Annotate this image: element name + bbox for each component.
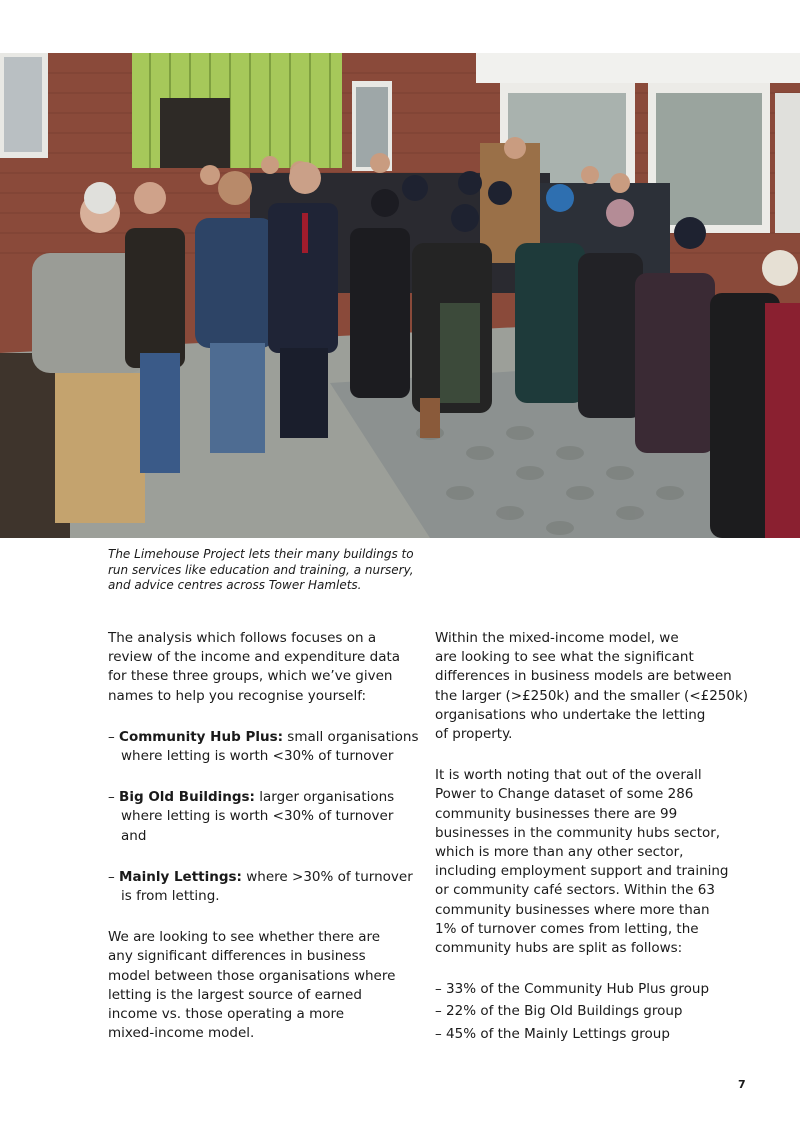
left-column bbox=[108, 629, 423, 1043]
group-mainly-lettings bbox=[108, 868, 423, 906]
text-line: community businesses where more than bbox=[435, 901, 710, 918]
text-line: any significant differences in business bbox=[108, 948, 366, 965]
group-community-hub-plus bbox=[108, 728, 423, 766]
caption-line: The Limehouse Project lets their many buildings to bbox=[108, 547, 414, 561]
group-description: larger organisations bbox=[254, 789, 395, 806]
caption-line: run services like education and training, a nursery, bbox=[108, 562, 414, 577]
text-line: community hubs are split as follows: bbox=[435, 940, 683, 957]
text-line: community businesses there are 99 bbox=[435, 805, 678, 822]
list-item: – 45% of the Mainly Lettings group bbox=[435, 1025, 670, 1042]
group-description: is from letting. bbox=[121, 888, 220, 905]
text-line: 1% of turnover comes from letting, the bbox=[435, 920, 699, 937]
closing-paragraph bbox=[108, 928, 423, 1043]
group-description: where >30% of turnover bbox=[241, 868, 413, 885]
dataset-paragraph bbox=[435, 766, 755, 958]
group-description: and bbox=[121, 827, 147, 844]
list-item: – 33% of the Community Hub Plus group bbox=[435, 981, 710, 998]
text-line: review of the income and expenditure data bbox=[108, 649, 401, 666]
group-description: small organisations bbox=[283, 728, 419, 745]
text-line: model between those organisations where bbox=[108, 967, 396, 984]
text-line: businesses in the community hubs sector, bbox=[435, 824, 721, 841]
right-column bbox=[435, 629, 755, 1047]
text-line: the larger (>£250k) and the smaller (<£250k) bbox=[435, 687, 749, 704]
text-line: income vs. those operating a more bbox=[108, 1006, 345, 1023]
group-photo-image bbox=[0, 53, 800, 538]
text-line: The analysis which follows focuses on a bbox=[108, 630, 377, 646]
mixed-income-paragraph bbox=[435, 629, 755, 744]
text-line: including employment support and training bbox=[435, 863, 729, 880]
intro-paragraph bbox=[108, 629, 423, 706]
list-item: – 22% of the Big Old Buildings group bbox=[435, 1003, 683, 1020]
text-line: letting is the largest source of earned bbox=[108, 986, 362, 1003]
text-line: are looking to see what the significant bbox=[435, 649, 694, 666]
caption-line: and advice centres across Tower Hamlets. bbox=[108, 578, 362, 592]
group-name: Big Old Buildings: bbox=[119, 789, 255, 806]
group-description: where letting is worth <30% of turnover bbox=[121, 808, 394, 825]
text-line: organisations who undertake the letting bbox=[435, 706, 706, 723]
group-name: Community Hub Plus: bbox=[119, 728, 284, 745]
bullet-dash: – bbox=[108, 728, 120, 745]
group-photo bbox=[0, 53, 800, 538]
split-list bbox=[435, 980, 755, 1044]
text-line: for these three groups, which we’ve given bbox=[108, 668, 393, 685]
text-line: mixed-income model. bbox=[108, 1025, 255, 1042]
group-big-old-buildings bbox=[108, 788, 423, 846]
text-line: differences in business models are between bbox=[435, 668, 732, 685]
text-line: of property. bbox=[435, 726, 513, 743]
photo-caption bbox=[108, 547, 438, 594]
text-line: It is worth noting that out of the overall bbox=[435, 767, 702, 784]
bullet-dash: – bbox=[108, 868, 120, 885]
group-description: where letting is worth <30% of turnover bbox=[121, 748, 394, 765]
text-line: names to help you recognise yourself: bbox=[108, 687, 367, 704]
group-name: Mainly Lettings: bbox=[119, 868, 242, 885]
bullet-dash: – bbox=[108, 789, 120, 806]
text-line: which is more than any other sector, bbox=[435, 844, 684, 861]
text-line: Within the mixed-income model, we bbox=[435, 630, 679, 646]
text-line: Power to Change dataset of some 286 bbox=[435, 786, 694, 803]
text-line: We are looking to see whether there are bbox=[108, 929, 381, 946]
text-line: or community café sectors. Within the 63 bbox=[435, 882, 715, 899]
page-number: 7 bbox=[738, 1078, 746, 1091]
